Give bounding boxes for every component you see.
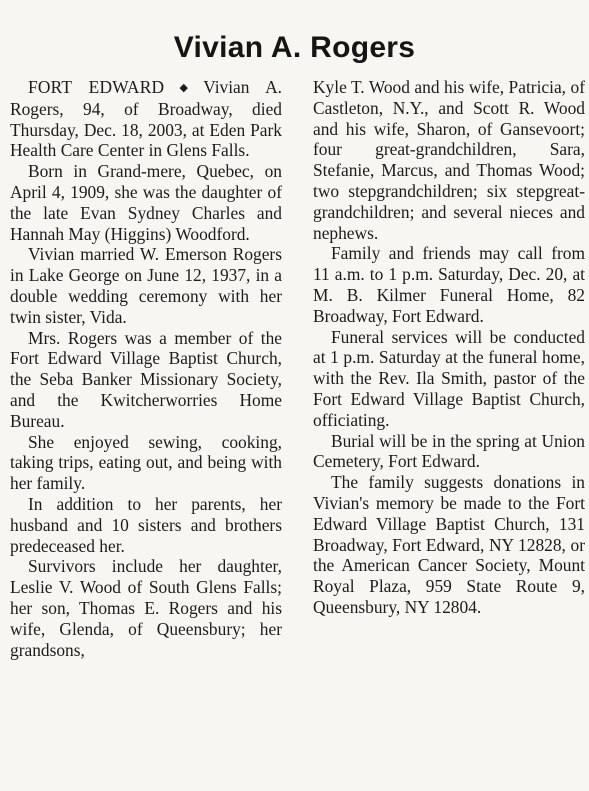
obituary-paragraph: Burial will be in the spring at Union Cemetery, Fort Edward. [313,430,585,472]
obituary-paragraph: The family suggests donations in Vivian's memory be made to the Fort Edward Village Baptist Church, 131 Broadway, Fort Edward, NY 12828, or the American Cancer Society, Mount Royal Plaza, 959 State Route 9, Queensbury, NY 12804. [313,472,585,617]
obituary-right-column [313,77,585,618]
obituary-paragraph: Vivian married W. Emerson Rogers in Lake George on June 12, 1937, in a double wedding ceremony with her twin sister, Vida. [10,244,282,327]
dateline-bullet-icon: ◆ [167,82,201,94]
obituary-paragraph-continued: Kyle T. Wood and his wife, Patricia, of Castleton, N.Y., and Scott R. Wood and his wife, Sharon, of Gansevoort; four great-grandchildren, Sara, Stefanie, Marcus, and Thomas Wood; two stepgrandchildren; six stepgreat-grandchildren; and several nieces and nephews. [313,77,585,243]
obituary-paragraph: Family and friends may call from 11 a.m. to 1 p.m. Saturday, Dec. 20, at M. B. Kilmer Funeral Home, 82 Broadway, Fort Edward. [313,243,585,326]
obituary-paragraph: She enjoyed sewing, cooking, taking trips, eating out, and being with her family. [10,431,282,494]
obituary-headline: Vivian A. Rogers [173,31,416,64]
obituary-paragraph: Funeral services will be conducted at 1 p.m. Saturday at the funeral home, with the Rev. Ila Smith, pastor of the Fort Edward Village Baptist Church, officiating. [313,326,585,430]
obituary-left-column [10,77,282,660]
obituary-paragraph: In addition to her parents, her husband and 10 sisters and brothers predeceased her. [10,493,282,556]
obituary-paragraph: Survivors include her daughter, Leslie V. Wood of South Glens Falls; her son, Thomas E. Rogers and his wife, Glenda, of Queensbury; her grandsons, [10,556,282,660]
obituary-paragraph: Born in Grand-mere, Quebec, on April 4, 1909, she was the daughter of the late Evan Sydney Charles and Hannah May (Higgins) Woodford. [10,161,282,244]
obituary-paragraph: Mrs. Rogers was a member of the Fort Edward Village Baptist Church, the Seba Banker Missionary Society, and the Kwitcherworries Home Bureau. [10,327,282,431]
paragraph-text: Vivian A. Rogers, 94, of Broadway, died Thursday, Dec. 18, 2003, at Eden Park Health Care Center in Glens Falls. [10,77,282,161]
dateline: FORT EDWARD [28,77,165,97]
obituary-paragraph [10,77,282,161]
